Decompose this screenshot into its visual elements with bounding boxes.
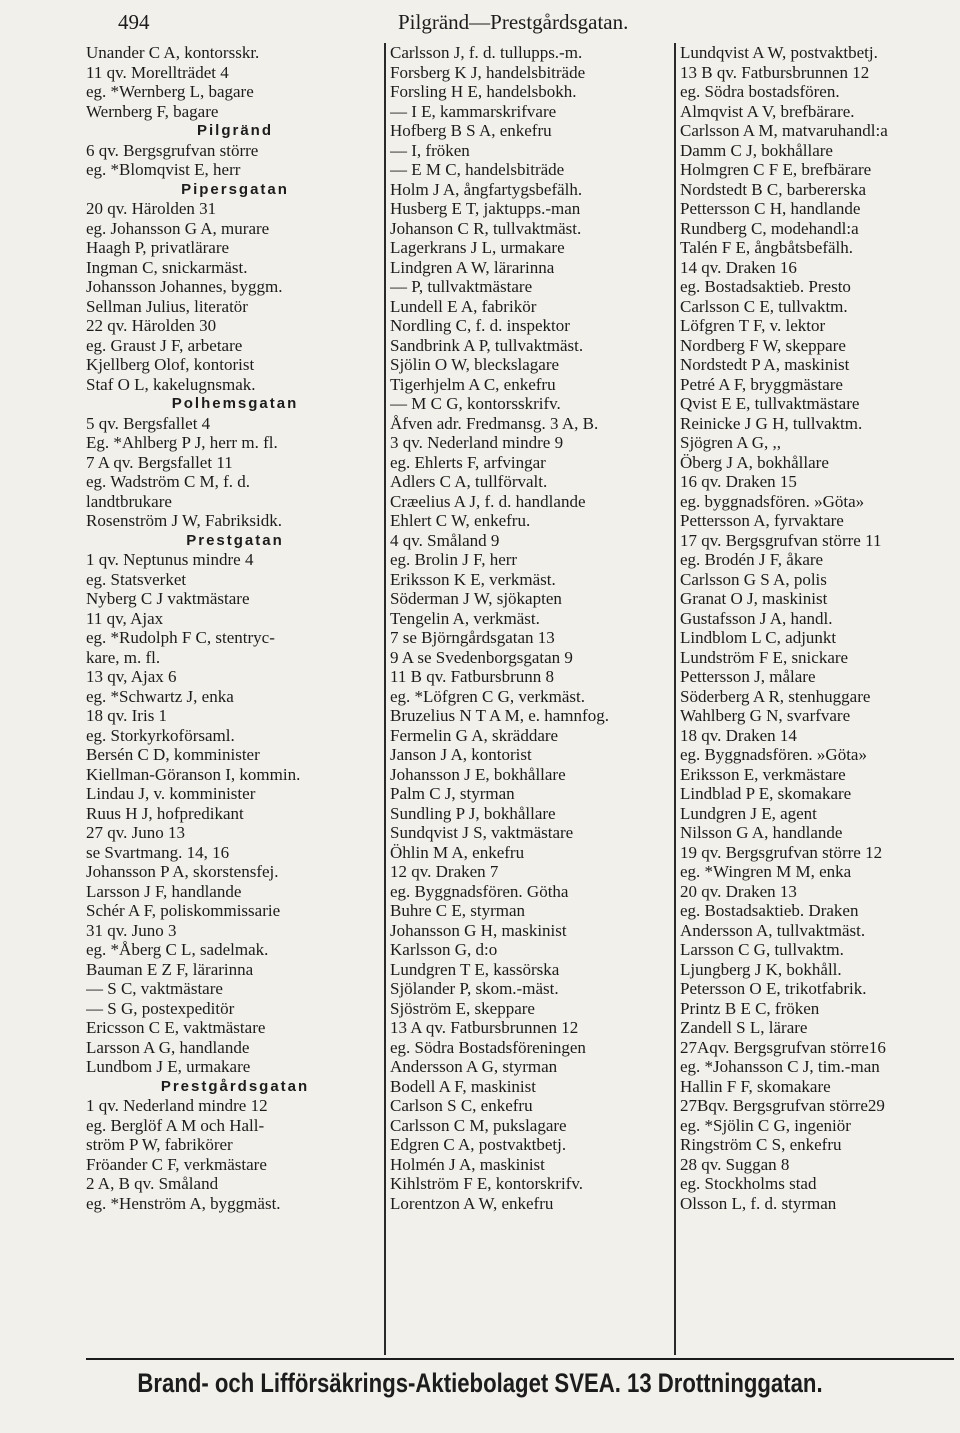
directory-entry: — S C, vaktmästare: [86, 979, 223, 998]
directory-entry: Hallin F F, skomakare: [680, 1076, 831, 1096]
directory-entry: 13 A qv. Fatbursbrunnen 12: [390, 1018, 579, 1037]
directory-entry: 4 qv. Småland 9: [390, 530, 500, 550]
directory-entry: Carlsson A M, matvaruhandl:a: [680, 121, 888, 140]
directory-entry: Adlers C A, tullförvalt.: [390, 472, 548, 491]
directory-entry: Tengelin A, verkmäst.: [390, 608, 540, 628]
column-3: [674, 43, 960, 1355]
directory-entry: 18 qv. Draken 14: [680, 725, 797, 745]
directory-entry: Wernberg F, bagare: [86, 101, 219, 121]
directory-entry: Åfven adr. Fredmansg. 3 A, B.: [390, 413, 599, 433]
directory-entry: Palm C J, styrman: [390, 784, 515, 803]
directory-entry: Ljungberg J K, bokhåll.: [680, 959, 842, 979]
directory-entry: Eg. *Ahlberg P J, herr m. fl.: [86, 433, 278, 452]
directory-entry: Edgren C A, postvaktbetj.: [390, 1135, 567, 1154]
directory-entry: Holmén J A, maskinist: [390, 1154, 545, 1174]
directory-entry: Kjellberg Olof, kontorist: [86, 355, 255, 374]
directory-entry: Lundström F E, snickare: [680, 647, 849, 667]
directory-entry: 11 qv. Morellträdet 4: [86, 62, 229, 82]
directory-entry: Öberg J A, bokhållare: [680, 452, 829, 472]
directory-entry: Sellman Julius, literatör: [86, 296, 248, 316]
directory-entry: 3 qv. Nederland mindre 9: [390, 433, 564, 452]
directory-entry: Staf O L, kakelugnsmak.: [86, 374, 256, 394]
directory-entry: Ingman C, snickarmäst.: [86, 257, 248, 277]
directory-entry: eg. *Wernberg L, bagare: [86, 82, 254, 101]
directory-entry: Carlson S C, enkefru: [390, 1096, 533, 1115]
page-title: Pilgränd—Prestgårdsgatan.: [398, 10, 629, 34]
directory-entry: Sjöström E, skeppare: [390, 998, 535, 1018]
directory-entry: 27Bqv. Bergsgrufvan större29: [680, 1096, 885, 1115]
directory-entry: Hofberg B S A, enkefru: [390, 121, 552, 140]
directory-entry: 18 qv. Iris 1: [86, 706, 168, 725]
directory-entry: eg. Stockholms stad: [680, 1174, 817, 1193]
column-2: [384, 43, 680, 1355]
directory-entry: Lindgren A W, lärarinna: [390, 257, 555, 277]
directory-entry: eg. Brolin J F, herr: [390, 550, 518, 569]
directory-entry: Husberg E T, jaktupps.-man: [390, 199, 581, 218]
directory-entry: Rosenström J W, Fabriksidk.: [86, 511, 282, 530]
directory-entry: 27 qv. Juno 13: [86, 823, 186, 842]
directory-entry: Bodell A F, maskinist: [390, 1076, 536, 1096]
directory-entry: Rundberg C, modehandl:a: [680, 218, 859, 238]
directory-entry: kare, m. fl.: [86, 647, 161, 667]
page-number: 494: [118, 10, 150, 34]
directory-entry: Lundqvist A W, postvaktbetj.: [680, 43, 878, 62]
directory-entry: Nordling C, f. d. inspektor: [390, 316, 570, 335]
directory-entry: eg. Bostadsaktieb. Draken: [680, 901, 859, 920]
directory-entry: Larsson A G, handlande: [86, 1037, 250, 1057]
directory-entry: Carlsson C E, tullvaktm.: [680, 296, 848, 316]
directory-entry: Bauman E Z F, lärarinna: [86, 959, 254, 979]
column-1: [86, 43, 384, 1355]
directory-entry: eg. *Löfgren C G, verkmäst.: [390, 686, 585, 706]
directory-entry: 16 qv. Draken 15: [680, 472, 797, 491]
directory-entry: 13 B qv. Fatbursbrunnen 12: [680, 62, 870, 82]
directory-entry: Holm J A, ångfartygsbefälh.: [390, 179, 583, 199]
directory-entry: eg. Johansson G A, murare: [86, 218, 270, 238]
directory-entry: Lindblad P E, skomakare: [680, 784, 852, 803]
directory-entry: Lundgren J E, agent: [680, 803, 817, 823]
directory-entry: Sundqvist J S, vaktmästare: [390, 823, 574, 842]
directory-entry: Lundell E A, fabrikör: [390, 296, 537, 316]
directory-entry: Schér A F, poliskommissarie: [86, 901, 281, 920]
directory-entry: 2 A, B qv. Småland: [86, 1174, 219, 1193]
directory-entry: 27Aqv. Bergsgrufvan större16: [680, 1037, 886, 1057]
directory-entry: Carlsson C M, pukslagare: [390, 1115, 567, 1135]
directory-entry: Tigerhjelm A C, enkefru: [390, 374, 556, 394]
directory-entry: Kiellman-Göranson I, kommin.: [86, 764, 301, 784]
directory-entry: Petré A F, bryggmästare: [680, 374, 843, 394]
directory-entry: Forsling H E, handelsbokh.: [390, 82, 577, 101]
directory-entry: Cræelius A J, f. d. handlande: [390, 491, 586, 511]
directory-entry: Talén F E, ångbåtsbefälh.: [680, 238, 854, 257]
directory-entry: 1 qv. Neptunus mindre 4: [86, 550, 254, 569]
directory-entry: eg. *Henström A, byggmäst.: [86, 1193, 281, 1213]
directory-entry: Sjölander P, skom.-mäst.: [390, 979, 559, 998]
directory-entry: Johansson P A, skorstensfej.: [86, 862, 279, 881]
directory-entry: 7 se Björngårdsgatan 13: [390, 628, 555, 647]
directory-entry: Buhre C E, styrman: [390, 901, 526, 920]
directory-entry: Sandbrink A P, tullvaktmäst.: [390, 335, 584, 355]
directory-entry: 9 A se Svedenborgsgatan 9: [390, 647, 573, 667]
directory-entry: Reinicke J G H, tullvaktm.: [680, 413, 863, 433]
directory-entry: 20 qv. Draken 13: [680, 881, 797, 901]
directory-entry: — E M C, handelsbiträde: [390, 160, 565, 179]
directory-entry: Carlsson J, f. d. tullupps.-m.: [390, 43, 583, 62]
directory-entry: Karlsson G, d:o: [390, 940, 498, 959]
directory-entry: Wahlberg G N, svarfvare: [680, 706, 851, 725]
directory-columns: [86, 43, 954, 1355]
directory-entry: Löfgren T F, v. lektor: [680, 316, 826, 335]
directory-entry: 22 qv. Härolden 30: [86, 316, 217, 335]
directory-entry: 14 qv. Draken 16: [680, 257, 797, 277]
directory-entry: landtbrukare: [86, 491, 172, 511]
directory-entry: 6 qv. Bergsgrufvan större: [86, 140, 259, 160]
directory-entry: Eriksson K E, verkmäst.: [390, 569, 556, 589]
directory-entry: Pettersson J, målare: [680, 667, 816, 686]
directory-entry: Nordstedt P A, maskinist: [680, 355, 850, 374]
directory-entry: eg. Södra bostadsfören.: [680, 82, 840, 101]
directory-entry: Qvist E E, tullvaktmästare: [680, 394, 860, 413]
directory-entry: Damm C J, bokhållare: [680, 140, 833, 160]
directory-entry: eg. Graust J F, arbetare: [86, 335, 243, 355]
directory-entry: 7 A qv. Bergsfallet 11: [86, 452, 233, 472]
directory-entry: 17 qv. Bergsgrufvan större 11: [680, 530, 882, 550]
directory-entry: eg. Brodén J F, åkare: [680, 550, 824, 569]
directory-entry: Nyberg C J vaktmästare: [86, 589, 250, 608]
directory-entry: eg. Byggnadsfören. »Göta»: [680, 745, 867, 764]
directory-entry: eg. *Åberg C L, sadelmak.: [86, 940, 269, 959]
street-heading: Polhemsgatan: [171, 395, 299, 412]
directory-entry: Nordstedt B C, barbererska: [680, 179, 867, 199]
directory-entry: — I E, kammarskrifvare: [390, 101, 557, 121]
directory-entry: Fröander C F, verkmästare: [86, 1154, 267, 1174]
directory-entry: Lindau J, v. komminister: [86, 784, 256, 803]
directory-entry: 11 qv, Ajax: [86, 608, 164, 628]
directory-entry: Ringström C S, enkefru: [680, 1135, 842, 1154]
directory-entry: Öhlin M A, enkefru: [390, 842, 525, 862]
directory-entry: Nilsson G A, handlande: [680, 823, 843, 842]
directory-entry: ström P W, fabrikörer: [86, 1135, 233, 1154]
directory-entry: Andersson A, tullvaktmäst.: [680, 920, 866, 940]
directory-entry: 20 qv. Härolden 31: [86, 199, 217, 218]
directory-entry: Pettersson A, fyrvaktare: [680, 511, 844, 530]
directory-entry: Bersén C D, komminister: [86, 745, 260, 764]
directory-entry: Haagh P, privatlärare: [86, 238, 230, 257]
directory-entry: eg. Bostadsaktieb. Presto: [680, 277, 851, 296]
directory-entry: Ruus H J, hofpredikant: [86, 803, 244, 823]
directory-entry: Johansson Johannes, byggm.: [86, 277, 283, 296]
directory-entry: Petersson O E, trikotfabrik.: [680, 979, 867, 998]
street-heading: Pilgränd: [196, 122, 273, 139]
directory-entry: eg. Södra Bostadsföreningen: [390, 1037, 586, 1057]
directory-entry: eg. *Rudolph F C, stentryc-: [86, 628, 275, 647]
directory-entry: eg. Storkyrkoförsaml.: [86, 725, 235, 745]
directory-entry: Janson J A, kontorist: [390, 745, 532, 764]
directory-entry: Söderberg A R, stenhuggare: [680, 686, 871, 706]
directory-entry: 1 qv. Nederland mindre 12: [86, 1096, 268, 1115]
directory-entry: Forsberg K J, handelsbiträde: [390, 62, 586, 82]
directory-entry: Eriksson E, verkmästare: [680, 764, 846, 784]
directory-entry: Bruzelius N T A M, e. hamnfog.: [390, 706, 609, 725]
directory-entry: — P, tullvaktmästare: [390, 277, 533, 296]
directory-entry: 31 qv. Juno 3: [86, 920, 177, 940]
directory-entry: eg. *Wingren M M, enka: [680, 862, 852, 881]
directory-entry: Olsson L, f. d. styrman: [680, 1193, 837, 1213]
directory-entry: 11 B qv. Fatbursbrunn 8: [390, 667, 555, 686]
directory-entry: Andersson A G, styrman: [390, 1057, 558, 1076]
directory-entry: Johansson G H, maskinist: [390, 920, 567, 940]
directory-entry: eg. *Schwartz J, enka: [86, 686, 234, 706]
street-heading: Prestgårdsgatan: [160, 1077, 310, 1095]
directory-entry: eg. *Blomqvist E, herr: [86, 160, 241, 179]
directory-entry: Lundbom J E, urmakare: [86, 1057, 251, 1076]
directory-entry: Nordberg F W, skeppare: [680, 335, 846, 355]
directory-entry: — S G, postexpeditör: [86, 998, 235, 1018]
directory-entry: Sjögren A G, ,,: [680, 433, 782, 452]
directory-entry: eg. Statsverket: [86, 569, 187, 589]
directory-entry: 19 qv. Bergsgrufvan större 12: [680, 842, 883, 862]
directory-entry: Holmgren C F E, brefbärare: [680, 160, 872, 179]
directory-entry: eg. Byggnadsfören. Götha: [390, 881, 569, 901]
directory-entry: Sundling P J, bokhållare: [390, 803, 556, 823]
directory-entry: Pettersson C H, handlande: [680, 199, 861, 218]
directory-entry: 12 qv. Draken 7: [390, 862, 499, 881]
directory-entry: Larsson J F, handlande: [86, 881, 242, 901]
directory-entry: eg. *Sjölin C G, ingeniör: [680, 1115, 851, 1135]
directory-entry: Ehlert C W, enkefru.: [390, 511, 531, 530]
directory-entry: Printz B E C, fröken: [680, 998, 820, 1018]
directory-entry: Ericsson C E, vaktmästare: [86, 1018, 266, 1037]
directory-entry: se Svartmang. 14, 16: [86, 842, 230, 862]
footer-advertisement: Brand- och Lifförsäkrings-Aktiebolaget SVEA. 13 Drottninggatan.: [137, 1368, 823, 1398]
directory-entry: 28 qv. Suggan 8: [680, 1154, 790, 1174]
directory-entry: eg. Berglöf A M och Hall-: [86, 1115, 265, 1135]
directory-entry: Almqvist A V, brefbärare.: [680, 101, 855, 121]
directory-entry: eg. Wadström C M, f. d.: [86, 472, 251, 491]
directory-entry: Fermelin G A, skräddare: [390, 725, 559, 745]
directory-entry: Sjölin O W, bleckslagare: [390, 355, 560, 374]
directory-entry: Gustafsson J A, handl.: [680, 608, 833, 628]
directory-entry: 5 qv. Bergsfallet 4: [86, 413, 211, 433]
street-heading: Pipersgatan: [181, 180, 289, 198]
footer-divider: [86, 1358, 954, 1360]
directory-entry: Zandell S L, lärare: [680, 1018, 808, 1037]
directory-entry: Carlsson G S A, polis: [680, 569, 827, 589]
directory-entry: eg. *Johansson C J, tim.-man: [680, 1057, 880, 1076]
directory-entry: Lindblom L C, adjunkt: [680, 628, 837, 647]
street-heading: Prestgatan: [186, 531, 284, 549]
directory-entry: — M C G, kontorsskrifv.: [390, 394, 561, 413]
directory-entry: eg. byggnadsfören. »Göta»: [680, 491, 865, 511]
directory-entry: eg. Ehlerts F, arfvingar: [390, 452, 546, 472]
directory-entry: Granat O J, maskinist: [680, 589, 828, 608]
directory-entry: Lorentzon A W, enkefru: [390, 1193, 554, 1213]
directory-entry: Kihlström F E, kontorskrifv.: [390, 1174, 583, 1193]
directory-entry: Johanson C R, tullvaktmäst.: [390, 218, 582, 238]
directory-entry: — I, fröken: [390, 140, 470, 160]
directory-entry: Unander C A, kontorsskr.: [86, 43, 260, 62]
directory-entry: Lundgren T E, kassörska: [390, 959, 560, 979]
directory-entry: Söderman J W, sjökapten: [390, 589, 562, 608]
directory-entry: Johansson J E, bokhållare: [390, 764, 566, 784]
directory-entry: Lagerkrans J L, urmakare: [390, 238, 565, 257]
directory-entry: 13 qv, Ajax 6: [86, 667, 177, 686]
directory-entry: Larsson C G, tullvaktm.: [680, 940, 844, 959]
